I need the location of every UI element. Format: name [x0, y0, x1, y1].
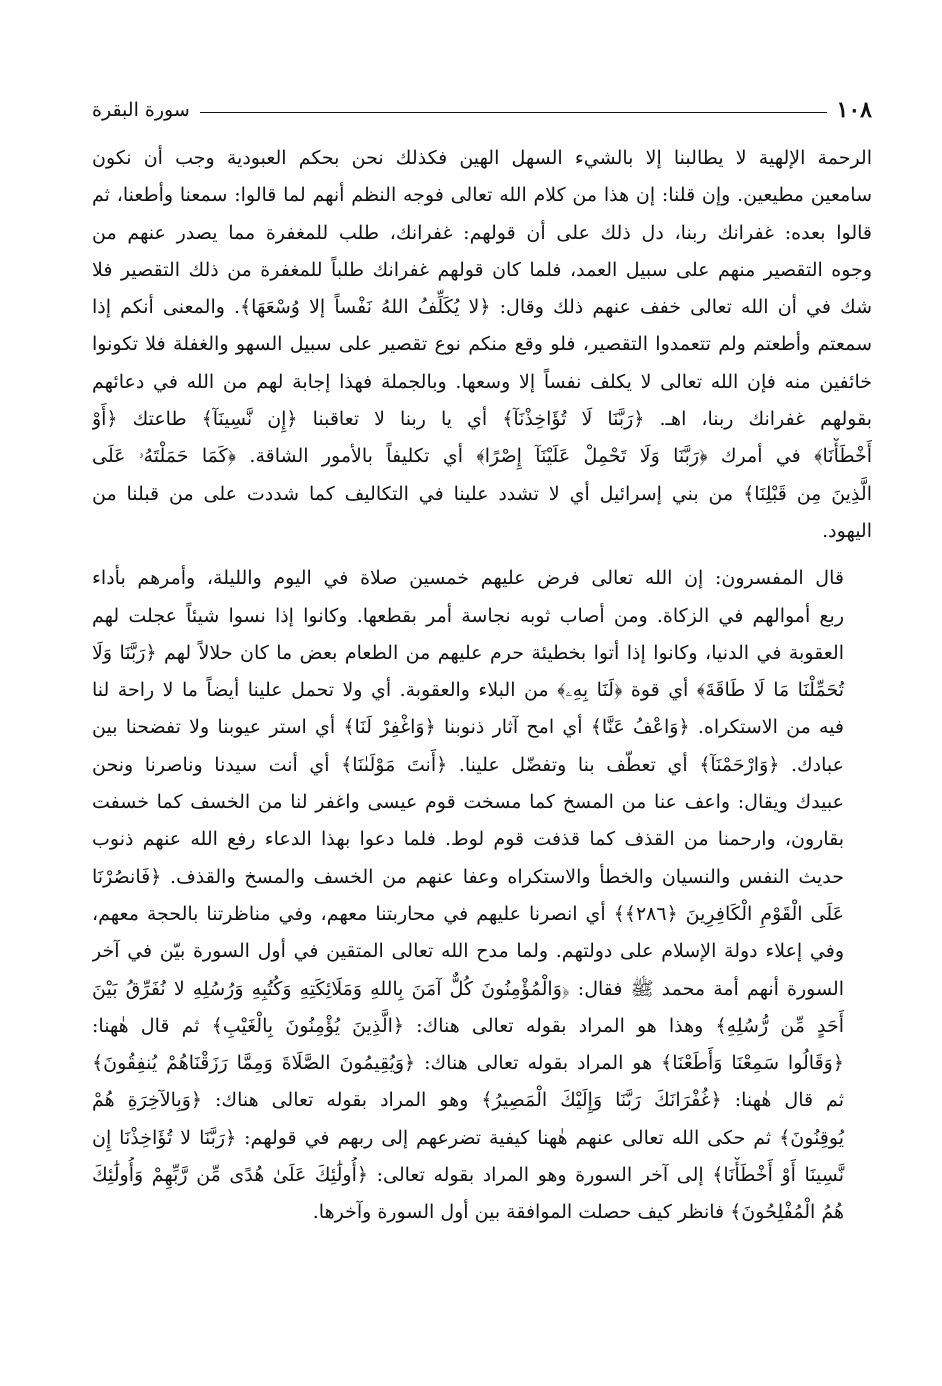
paragraph-1: [92, 140, 872, 550]
page-header: [92, 92, 872, 128]
page-number: ١٠٨: [836, 97, 872, 123]
text-line: العقوبة في الدنيا، وكانوا إذا أتوا بخطيئة حرم عليهم من الطعام بعض ما كان حلالاً لهم ﴿رَبَّنَا وَلَا: [92, 641, 844, 664]
text-line: شك في أن الله تعالى خفف عنهم ذلك وقال: ﴿لا يُكَلِّفُ اللهُ نَفْساً إلا وُسْعَهَا﴾. والمعنى أنكم إذا: [92, 296, 872, 319]
text-line: قال المفسرون: إن الله تعالى فرض عليهم خمسين صلاة في اليوم والليلة، وأمرهم بأداء: [92, 567, 844, 590]
text-line: نَّسِينَا أَوْ أَخْطَأْنَا﴾ إلى آخر السورة وهو المراد بقوله تعالى: ﴿أُولَٰئِكَ عَلَىٰ هُدًى مِّن رَّبِّهِمْ وَأُولَٰئِكَ: [92, 1164, 844, 1187]
header-rule: [200, 112, 827, 113]
text-line: السورة أنهم أمة محمد ﷺ فقال: ﴿وَالْمُؤْمِنُونَ كُلٌّ آمَنَ بِاللهِ وَمَلَائِكَتِهِ وَكُتُبِهِ وَرُسُلِهِ لا نُفَرِّقُ بَيْنَ: [92, 977, 844, 1000]
text-line: قالوا بعده: غفرانك ربنا، دل ذلك على أن قولهم: غفرانك، طلب للمغفرة مما يصدر عنهم من: [92, 221, 872, 244]
text-line: الرحمة الإلهية لا يطالبنا إلا بالشيء السهل الهين فكذلك نحن بحكم العبودية وجب أن نكون: [92, 147, 872, 169]
text-line: اليهود.: [822, 519, 872, 542]
text-line: فيه من الاستكراه. ﴿وَاعْفُ عَنَّا﴾ أي امح آثار ذنوبنا ﴿وَاغْفِرْ لَنَا﴾ أي استر عيوبنا ولا تفضحنا بين: [92, 716, 844, 739]
text-line: ﴿وَقَالُوا سَمِعْنَا وَأَطَعْنَا﴾ هو المراد بقوله تعالى هناك: ﴿وَيُقِيمُونَ الصَّلَاةَ وَمِمَّا رَزَقْنَاهُمْ يُنفِقُونَ﴾: [92, 1052, 844, 1075]
text-line: هُمُ الْمُفْلِحُونَ﴾ فانظر كيف حصلت الموافقة بين أول السورة وآخرها.: [312, 1201, 844, 1224]
text-line: وجوه التقصير منهم على سبيل العمد، فلما كان قولهم غفرانك طلباً للمغفرة من ذلك التقصير فلا: [92, 258, 872, 281]
text-line: حديث النفس والنسيان والخطأ والاستكراه وعفا عنهم من الخسف والمسخ والقذف. ﴿فَانصُرْنَا: [92, 865, 844, 888]
text-line: بقولهم غفرانك ربنا، اهـ. ﴿رَبَّنَا لَا تُؤَاخِذْنَآ﴾ أي يا ربنا لا تعاقبنا ﴿إِن نَّسِينَآ﴾ طاعتك ﴿أَوْ: [92, 408, 872, 431]
paragraph-2: [92, 560, 872, 1231]
text-line: خائفين منه فإن الله تعالى لا يكلف نفساً إلا وسعها. وبالجملة فهذا إجابة لهم من الله في دعائهم: [92, 370, 872, 393]
text-line: عبيدك ويقال: واعف عنا من المسخ كما مسخت قوم عيسى واغفر لنا من الخسف كما خسفت: [92, 791, 844, 814]
text-line: أَخْطَأْنَا﴾ في أمرك ﴿رَبَّنَا وَلَا تَحْمِلْ عَلَيْنَآ إِصْرًا﴾ أي تكليفاً بالأمور الشاقة. ﴿كَمَا حَمَلْتَهُۥ عَلَى: [92, 445, 872, 468]
text-line: وفي إعلاء دولة الإسلام على دولتهم. ولما مدح الله تعالى المتقين في أول السورة بيّن في آخر: [92, 940, 844, 963]
text-line: يُوقِنُونَ﴾ ثم حكى الله تعالى عنهم هٰهنا كيفية تضرعهم إلى ربهم في قولهم: ﴿رَبَّنَا لا تُؤَاخِذْنَا إِن: [92, 1126, 844, 1149]
text-line: أَحَدٍ مِّن رُّسُلِهِ﴾ وهذا هو المراد بقوله تعالى هناك: ﴿الَّذِينَ يُؤْمِنُونَ بِالْغَيْبِ﴾ ثم قال هٰهنا:: [92, 1014, 844, 1037]
text-line: سمعتم وأطعتم ولم تتعمدوا التقصير، فلو وقع منكم نوع تقصير على سبيل السهو والغفلة فلا تكونوا: [92, 333, 872, 356]
text-line: ربع أموالهم في الزكاة. ومن أصاب ثوبه نجاسة أمر بقطعها. وكانوا إذا نسوا شيئاً عجلت لهم: [92, 604, 844, 627]
surah-title: سورة البقرة: [92, 99, 190, 121]
text-line: عَلَى الْقَوْمِ الْكَافِرِينَ ﴿٢٨٦﴾﴾ أي انصرنا عليهم في محاربتنا معهم، وفي مناظرتنا بالحجة معهم،: [92, 902, 845, 925]
book-page: [92, 92, 872, 1232]
text-line: بقارون، وارحمنا من القذف كما قذفت قوم لوط. فلما دعوا بهذا الدعاء رفع الله عنهم ذنوب: [92, 828, 844, 851]
text-line: تُحَمِّلْنَا مَا لَا طَاقَةَ﴾ أي قوة ﴿لَنَا بِهِۦ﴾ من البلاء والعقوبة. أي ولا تحمل علينا أيضاً ما لا راحة لنا: [92, 679, 844, 702]
text-line: سامعين مطيعين. وإن قلنا: إن هذا من كلام الله تعالى فوجه النظم أنهم لما قالوا: سمعنا وأطعنا، ثم: [92, 184, 872, 207]
text-line: عبادك. ﴿وَارْحَمْنَآ﴾ أي تعطّف بنا وتفضّل علينا. ﴿أَنتَ مَوْلَىٰنَا﴾ أي أنت سيدنا وناصرنا ونحن: [92, 753, 844, 776]
text-line: ثم قال هٰهنا: ﴿غُفْرَانَكَ رَبَّنَا وَإِلَيْكَ الْمَصِيرُ﴾ وهو المراد بقوله تعالى هناك: ﴿وَبِالآخِرَةِ هُمْ: [92, 1089, 844, 1112]
text-line: الَّذِينَ مِن قَبْلِنَا﴾ من بني إسرائيل أي لا تشدد علينا في التكاليف كما شددت على من قبلنا من: [92, 482, 872, 505]
